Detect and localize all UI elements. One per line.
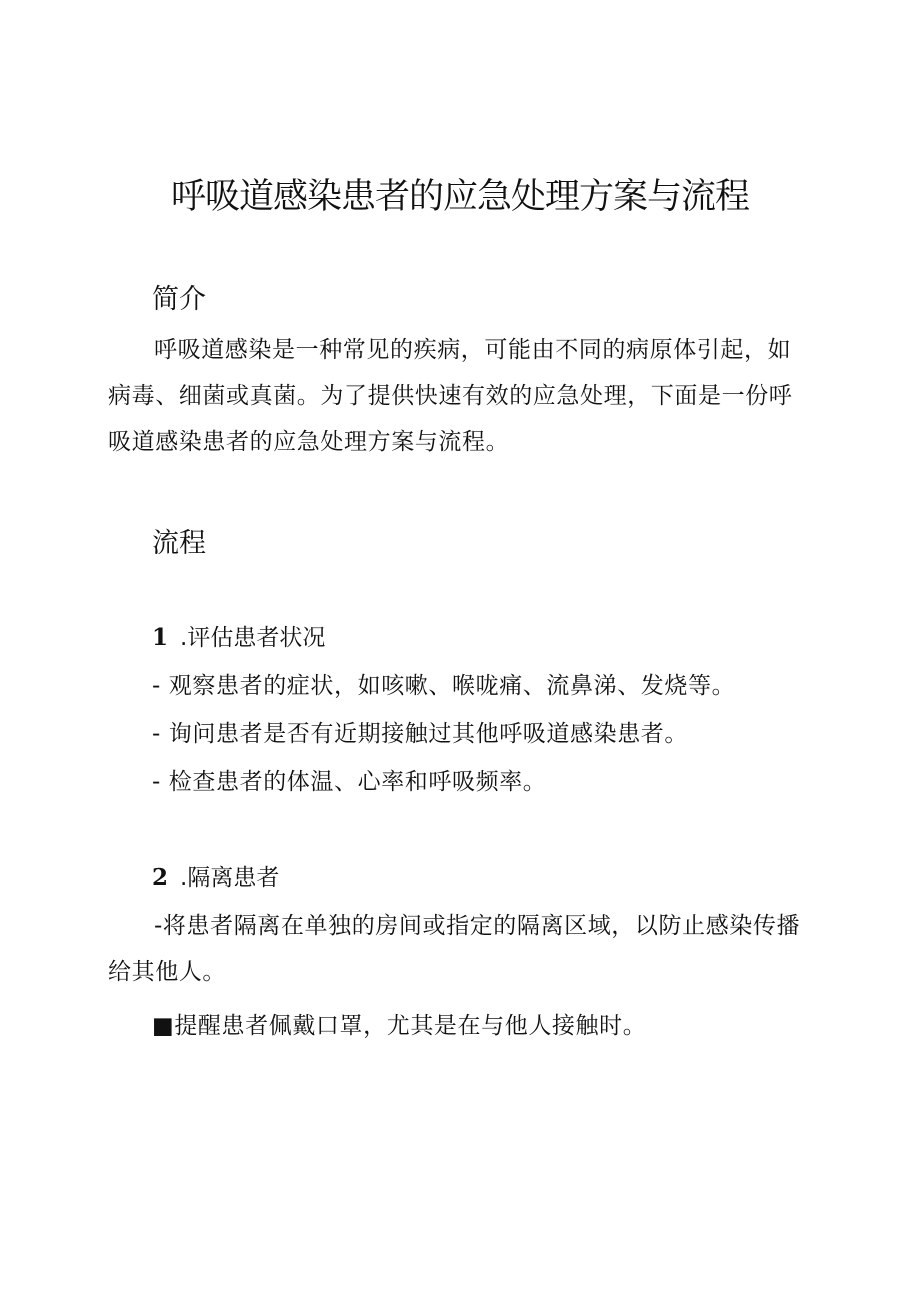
step-1-item-2: - 询问患者是否有近期接触过其他呼吸道感染患者。 [152, 721, 689, 747]
step-2-title: .隔离患者 [180, 865, 280, 891]
step-2-heading [152, 862, 279, 894]
intro-heading: 简介 [152, 284, 206, 315]
step-1-item-3: - 检查患者的体温、心率和呼吸频率。 [152, 769, 547, 795]
process-heading: 流程 [152, 528, 206, 559]
document-title: 呼吸道感染患者的应急处理方案与流程 [170, 177, 749, 217]
step-2-number: 2 [152, 864, 169, 891]
step-2-item-1: -将患者隔离在单独的房间或指定的隔离区域，以防止感染传播给其他人。 [108, 913, 801, 985]
intro-paragraph: 呼吸道感染是一种常见的疾病，可能由不同的病原体引起，如病毒、细菌或真菌。为了提供快速有效的应急处理，下面是一份呼吸道感染患者的应急处理方案与流程。 [108, 337, 793, 455]
step-1-number: 1 [152, 624, 169, 651]
step-1-item-1: - 观察患者的症状，如咳嗽、喉咙痛、流鼻涕、发烧等。 [152, 673, 736, 699]
step-2-item-2: ■提醒患者佩戴口罩，尤其是在与他人接触时。 [152, 1013, 647, 1039]
step-1-heading [152, 622, 325, 654]
step-1-title: .评估患者状况 [180, 625, 326, 651]
